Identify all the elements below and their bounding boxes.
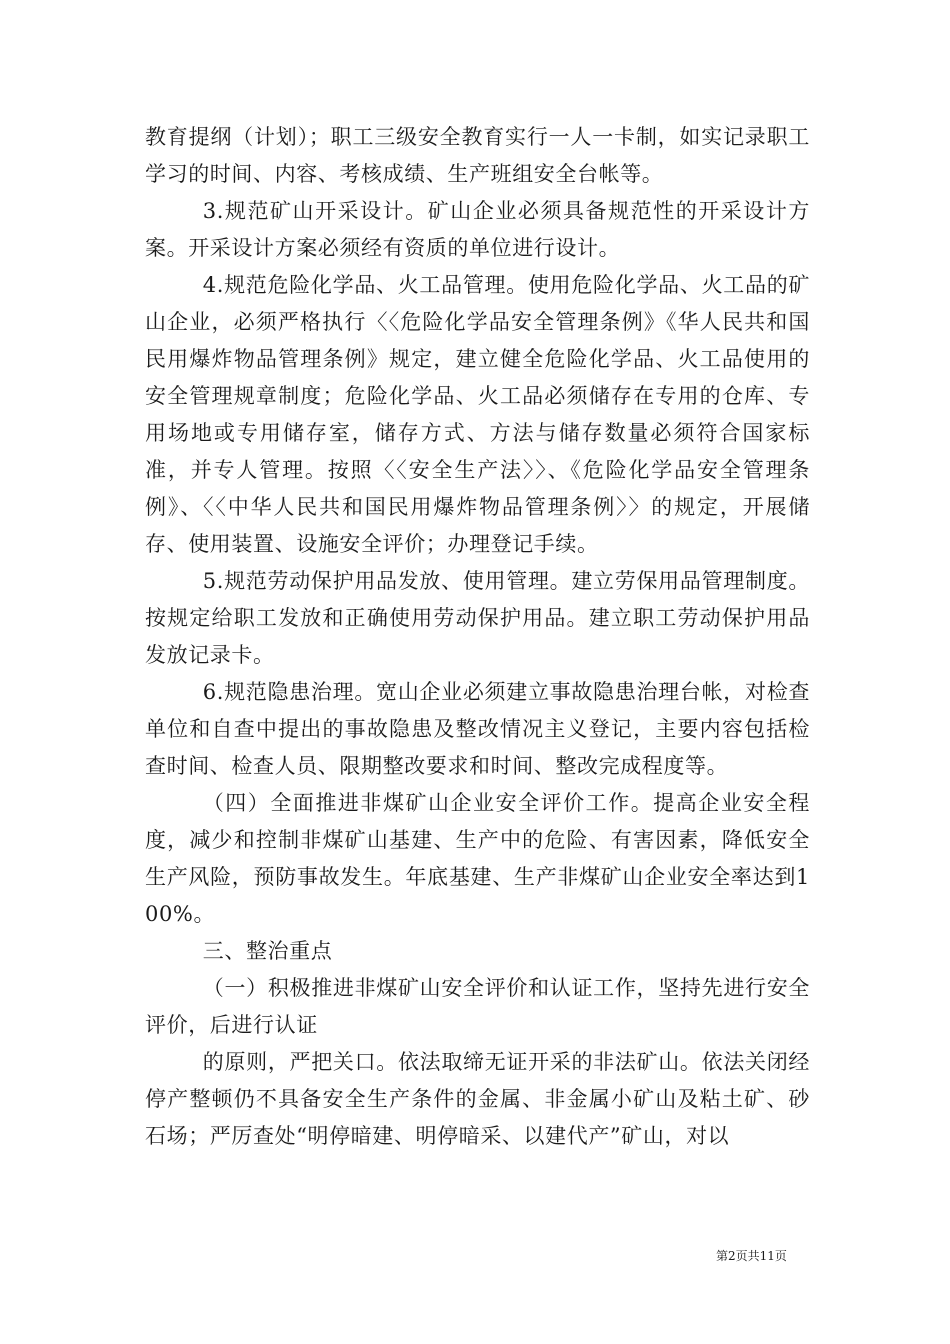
- paragraph-6: （四）全面推进非煤矿山企业安全评价工作。提高企业安全程度，减少和控制非煤矿山基建、生产中的危险、有害因素，降低安全生产风险，预防事故发生。年底基建、生产非煤矿山企业安全率达到100%。: [145, 791, 810, 926]
- section-heading: 三、整治重点: [202, 939, 333, 963]
- paragraph-7: （一）积极推进非煤矿山安全评价和认证工作，坚持先进行安全评价，后进行认证: [145, 976, 810, 1037]
- paragraph-1: 教育提纲（计划）；职工三级安全教育实行一人一卡制，如实记录职工学习的时间、内容、考核成绩、生产班组安全台帐等。: [145, 125, 810, 186]
- paragraph-8: 的原则，严把关口。依法取缔无证开采的非法矿山。依法关闭经停产整顿仍不具备安全生产条件的金属、非金属小矿山及粘土矿、砂石场；严厉查处“明停暗建、明停暗采、以建代产”矿山，对以: [145, 1050, 810, 1148]
- paragraph-3: 4.规范危险化学品、火工品管理。使用危险化学品、火工品的矿山企业，必须严格执行〈〈危险化学品安全管理条例》《华人民共和国民用爆炸物品管理条例》规定，建立健全危险化学品、火工品使用的安全管理规章制度；危险化学品、火工品必须储存在专用的仓库、专用场地或专用储存室，储存方式、方法与储存数量必须符合国家标准，并专人管理。按照〈〈安全生产法〉〉、《危险化学品安全管理条例》、〈〈中华人民共和国民用爆炸物品管理条例〉〉的规定，开展储存、使用装置、设施安全评价；办理登记手续。: [145, 273, 810, 556]
- page-number-footer: 第2页共11页: [716, 1249, 787, 1263]
- document-body: [145, 119, 810, 1155]
- paragraph-4: 5.规范劳动保护用品发放、使用管理。建立劳保用品管理制度。按规定给职工发放和正确使用劳动保护用品。建立职工劳动保护用品发放记录卡。: [145, 569, 810, 667]
- paragraph-5: 6.规范隐患治理。宽山企业必须建立事故隐患治理台帐，对检查单位和自查中提出的事故隐患及整改情况主义登记，主要内容包括检查时间、检查人员、限期整改要求和时间、整改完成程度等。: [145, 680, 810, 778]
- paragraph-2: 3.规范矿山开采设计。矿山企业必须具备规范性的开采设计方案。开采设计方案必须经有资质的单位进行设计。: [145, 199, 810, 260]
